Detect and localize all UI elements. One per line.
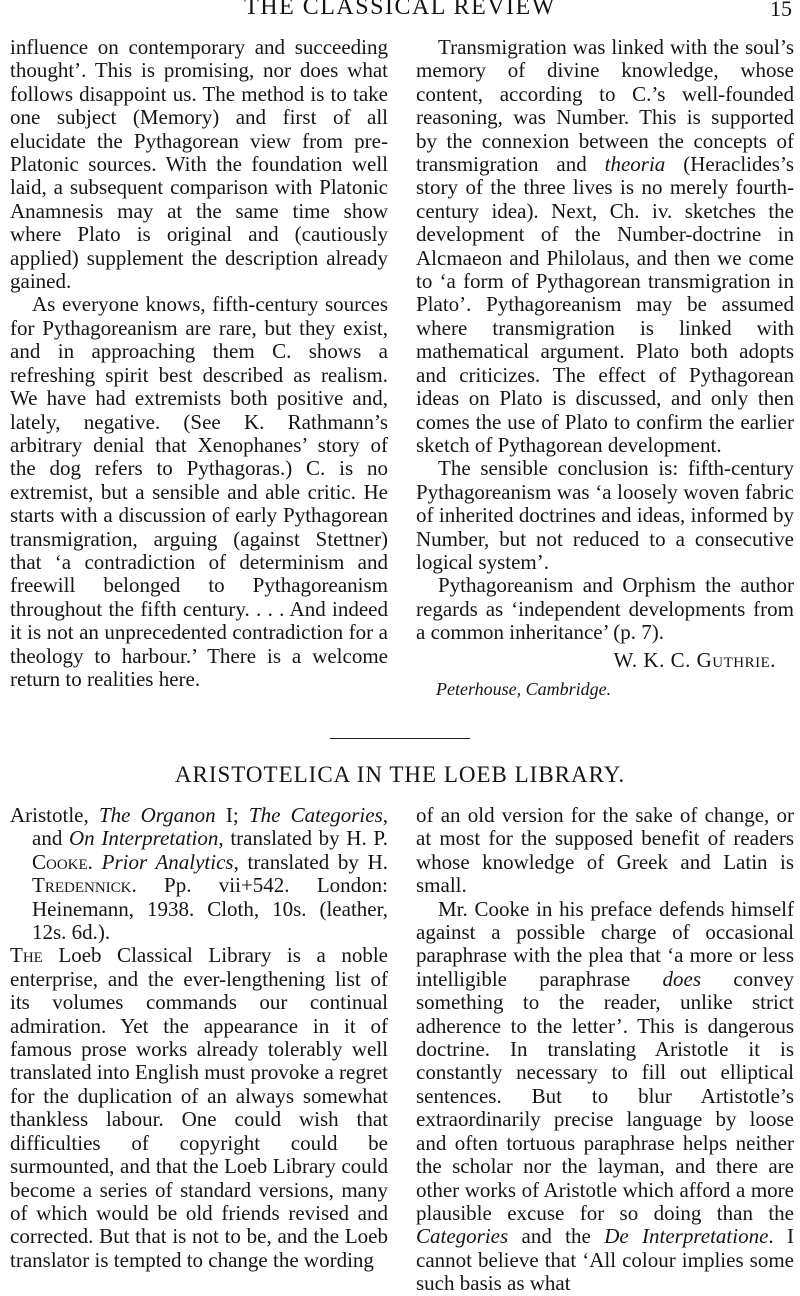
journal-title: THE CLASSICAL REVIEW <box>244 0 556 20</box>
review1-left-paragraph: As everyone knows, fifth-century sources for Pythagoreanism are rare, but they exist, and in approaching them C. shows a refreshing spirit best described as realism. We have had extremists both positive and, lately, negative. (See K. Rathmann’s arbitrary denial that Xenophanes’ story of the dog refers to Pythagoras.) C. is no extremist, but a sensible and able critic. He starts with a discussion of early Pythagorean transmigration, arguing (against Stettner) that ‘a contradiction of determinism and freewill belonged to Pythagoreanism throughout the fifth century. . . . And indeed it is not an unprecedented contradiction for a theology to harbour.’ There is a welcome return to realities here. <box>10 292 388 691</box>
reviewer-affiliation: Peterhouse, Cambridge. <box>436 678 612 699</box>
review1-left-column <box>10 36 388 691</box>
review2-left-column <box>10 804 388 1272</box>
review2-right-paragraph: of an old version for the sake of change, or at most for the supposed benefit of readers whose knowledge of Greek and Latin is small. <box>416 803 794 898</box>
page-number: 15 <box>770 0 792 21</box>
review2-right-column <box>416 804 794 1296</box>
review1-left-paragraph: influence on contemporary and succeeding thought’. This is promising, nor does what follows disappoint us. The method is to take one subject (Memory) and first of all elucidate the Pythagorean view from pre-Platonic sources. With the foundation well laid, a subsequent comparison with Platonic Anamnesis may at the same time show where Plato is original and (cautiously applied) supplement the description already gained. <box>10 35 388 294</box>
review2-right-paragraph: Mr. Cooke in his preface defends himself against a possible charge of occasional paraphrase with the plea that ‘a more or less intelligible paraphrase does convey something to the reader, unlike strict adherence to the letter’. This is dangerous doctrine. In translating Aristotle it is constantly necessary to fill out elliptical sentences. But to blur Artistotle’s extraordinarily precise language by loose and often tortuous paraphrase helps neither the scholar nor the layman, and there are other works of Aristotle which afford a more plausible excuse for so doing than the Categories and the De Interpretatione. I cannot believe that ‘All colour implies some such basis as what <box>416 896 794 1296</box>
section-title: ARISTOTELICA IN THE LOEB LIBRARY. <box>174 762 626 787</box>
review2-left-paragraph: The Loeb Classical Library is a noble enterprise, and the ever-lengthening list of its volumes commands our continual admiration. Yet the appearance in it of famous prose works already tolerably well translated into English must provoke a regret for the duplication of an always somewhat thankless labour. One could wish that difficulties of copyright could be surmounted, and that the Loeb Library could become a series of standard versions, many of which would be old friends revised and corrected. But that is not to be, and the Loeb translator is tempted to change the wording <box>10 943 388 1272</box>
review1-right-paragraph: Pythagoreanism and Orphism the author regards as ‘independent developments from a common inheritance’ (p. 7). <box>416 573 794 645</box>
section-divider <box>330 738 470 739</box>
bibliographic-citation: Aristotle, The Organon I; The Categories, and On Interpretation, translated by H. P. Cooke. Prior Analytics, translated by H. Tredennick. Pp. vii+542. London: Heinemann, 1938. Cloth, 10s. (leather, 12s. 6d.). <box>10 803 389 945</box>
review1-right-column <box>416 36 794 701</box>
review1-right-paragraph: The sensible conclusion is: fifth-century Pythagoreanism was ‘a loosely woven fabric of inherited doctrines and ideas, informed by Number, but not reduced to a consecutive logical system’. <box>416 456 794 574</box>
reviewer-signature: W. K. C. Guthrie. <box>613 647 776 672</box>
review1-right-paragraph: Transmigration was linked with the soul’s memory of divine knowledge, whose content, according to C.’s well-founded reasoning, was Number. This is supported by the connexion between the concepts of transmigration and theoria (Heraclides’s story of the three lives is no merely fourth-century idea). Next, Ch. iv. sketches the development of the Number-doctrine in Alcmaeon and Philolaus, and then we come to ‘a form of Pythagorean transmigration in Plato’. Pythagoreanism may be assumed where transmigration is linked with mathematical argument. Plato both adopts and criticizes. The effect of Pythagorean ideas on Plato is discussed, and only then comes the use of Plato to confirm the earlier sketch of Pythagorean development. <box>416 35 794 457</box>
running-header <box>0 0 800 26</box>
